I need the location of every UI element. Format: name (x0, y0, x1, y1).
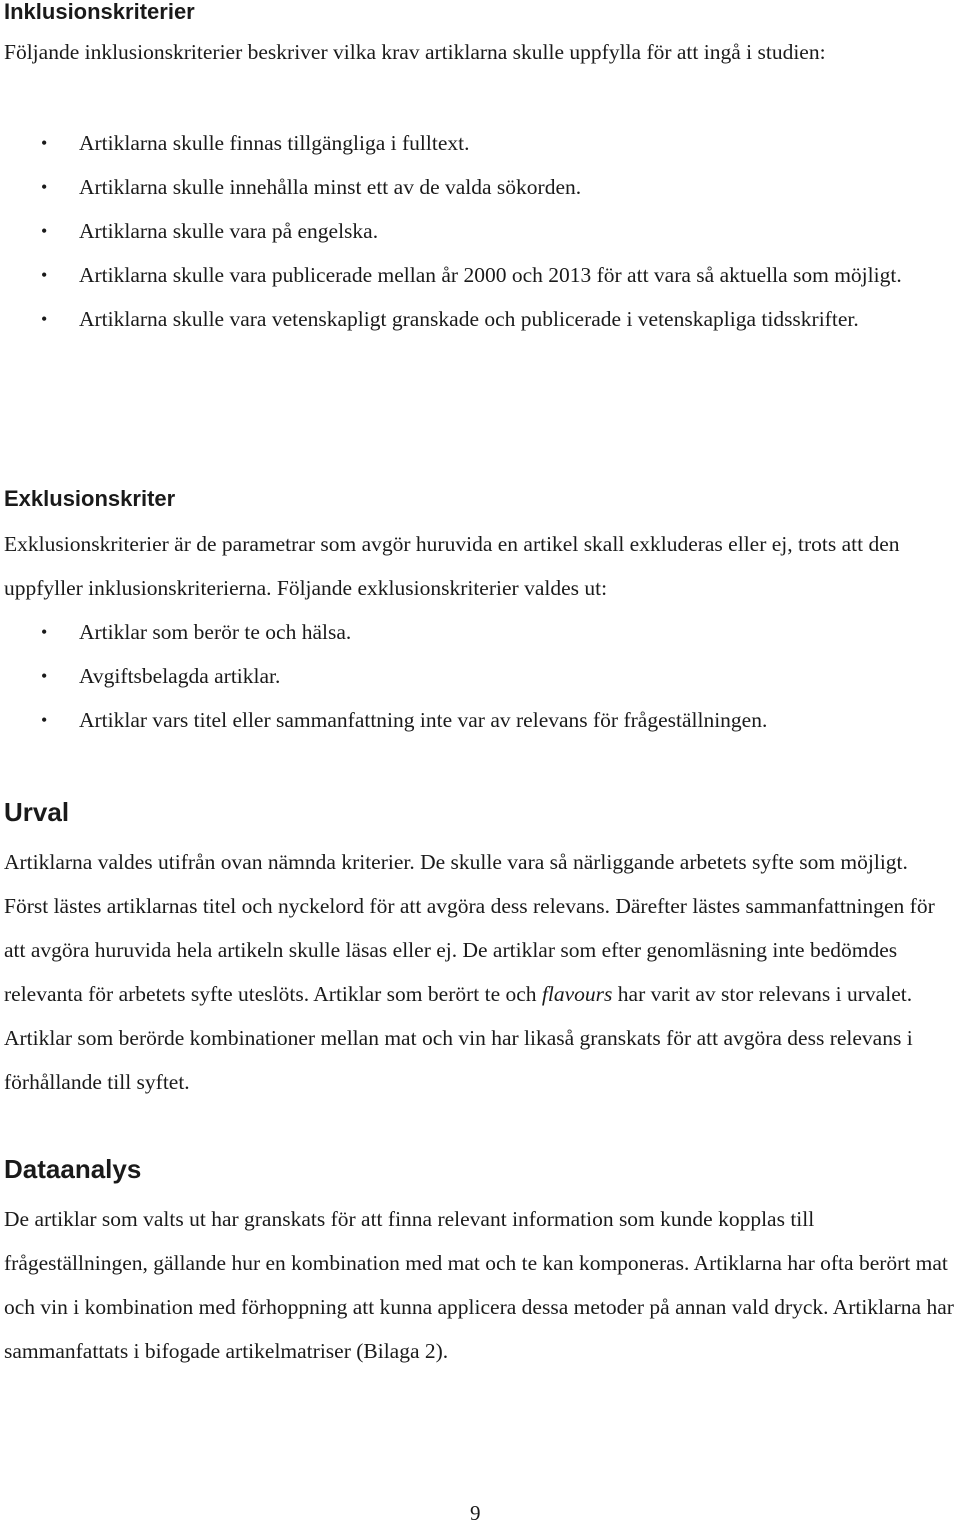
list-item (4, 121, 904, 165)
exclusion-criteria-list (4, 610, 954, 742)
list-item-text: Artiklarna skulle innehålla minst ett av de valda sökorden. (79, 175, 582, 199)
bullet-icon: • (41, 133, 48, 153)
bullet-icon: • (41, 265, 48, 285)
exclusion-criteria-heading: Exklusionskriter (4, 486, 176, 511)
selection-italic-term: flavours (541, 982, 613, 1006)
exclusion-criteria-intro: Exklusionskriterier är de parametrar som avgör huruvida en artikel skall exkluderas eller ej, trots att den uppfyller inklusionskriterierna. Följande exklusionskriterier valdes ut: (4, 532, 900, 600)
list-item-text: Artiklarna skulle vara publicerade mellan år 2000 och 2013 för att vara så aktuella som möjligt. (79, 263, 902, 287)
selection-text-part: har varit av stor relevans i urvalet. Artiklar som berörde kombinationer mellan mat och vin har likaså granskats för att avgöra dess relevans i förhållande till syftet. (4, 982, 913, 1094)
list-item-text: Artiklar som berör te och hälsa. (79, 620, 352, 644)
page-number: 9 (470, 1501, 481, 1525)
bullet-icon: • (41, 622, 48, 642)
list-item-text: Artiklarna skulle vara vetenskapligt granskade och publicerade i vetenskapliga tidsskrifter. (79, 307, 859, 331)
list-item (4, 610, 954, 654)
bullet-icon: • (41, 666, 48, 686)
selection-heading: Urval (4, 797, 70, 827)
list-item-text: Artiklarna skulle finnas tillgängliga i fulltext. (79, 131, 470, 155)
list-item-text: Avgiftsbelagda artiklar. (79, 664, 281, 688)
list-item (4, 165, 904, 209)
bullet-icon: • (41, 177, 48, 197)
list-item-text: Artiklarna skulle vara på engelska. (79, 219, 379, 243)
inclusion-criteria-intro: Följande inklusionskriterier beskriver vilka krav artiklarna skulle uppfylla för att ingå i studien: (4, 40, 826, 64)
list-item-text: Artiklar vars titel eller sammanfattning inte var av relevans för frågeställningen. (79, 708, 768, 732)
selection-paragraph (4, 840, 954, 1104)
bullet-icon: • (41, 309, 48, 329)
inclusion-criteria-list (4, 121, 904, 341)
selection-text-part: Artiklarna valdes utifrån ovan nämnda kriterier. De skulle vara så närliggande arbetets syfte som möjligt. Först lästes artiklarnas titel och nyckelord för att avgöra dess relevans. Därefter lästes sammanfattningen för att avgöra huruvida hela artikeln skulle läsas eller ej. De artiklar som efter genomläsning inte bedömdes relevanta för arbetets syfte uteslöts. Artiklar som berört te och (4, 850, 935, 1006)
list-item (4, 253, 904, 297)
bullet-icon: • (41, 221, 48, 241)
list-item (4, 297, 904, 341)
inclusion-criteria-heading: Inklusionskriterier (4, 0, 195, 24)
data-analysis-paragraph: De artiklar som valts ut har granskats för att finna relevant information som kunde kopplas till frågeställningen, gällande hur en kombination med mat och te kan komponeras. Artiklarna har ofta berört mat och vin i kombination med förhoppning att kunna applicera dessa metoder på annan vald dryck. Artiklarna har sammanfattats i bifogade artikelmatriser (Bilaga 2). (4, 1207, 954, 1363)
list-item (4, 654, 954, 698)
list-item (4, 209, 904, 253)
bullet-icon: • (41, 710, 48, 730)
data-analysis-heading: Dataanalys (4, 1154, 142, 1184)
list-item (4, 698, 954, 742)
